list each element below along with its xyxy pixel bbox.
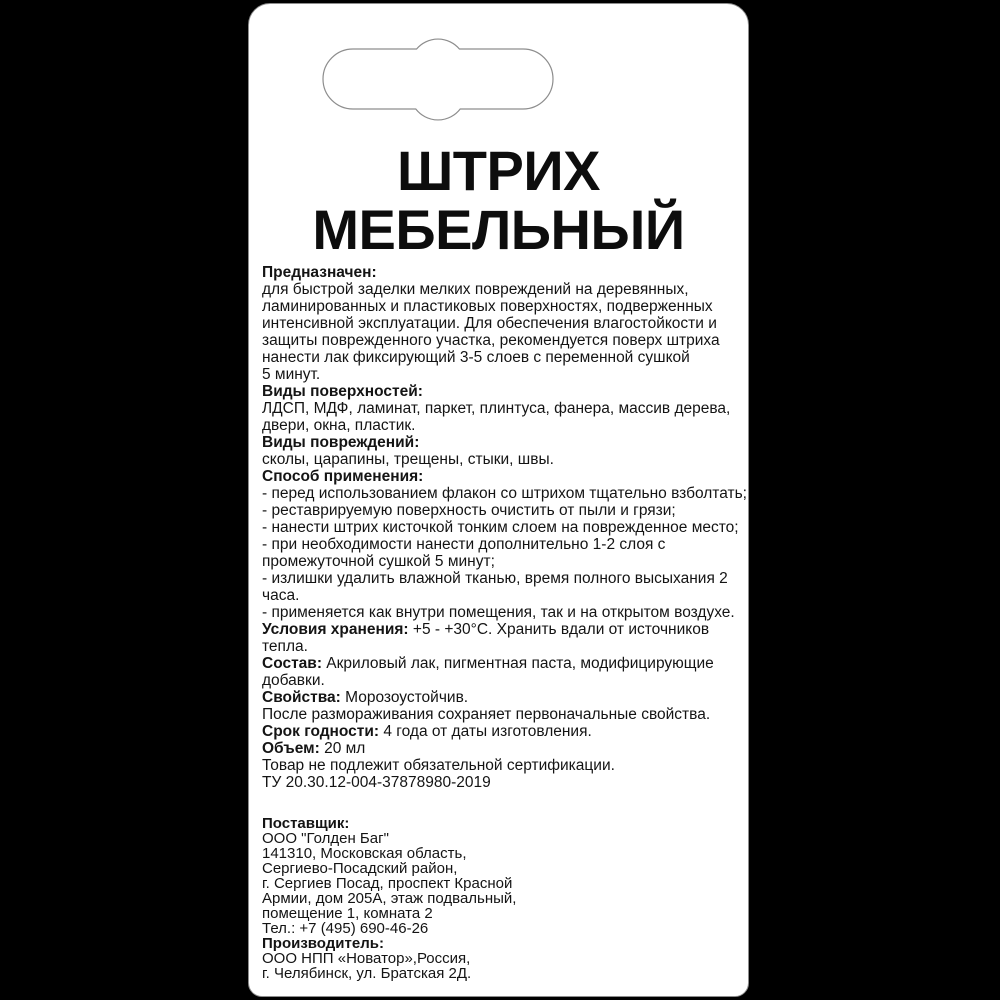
text-line: [262, 315, 744, 332]
line-text: ЛДСП, МДФ, ламинат, паркет, плинтуса, фанера, массив дерева,: [262, 400, 731, 417]
text-line: [262, 816, 744, 831]
text-line: [262, 264, 744, 281]
text-line: [262, 891, 744, 906]
text-line: [262, 906, 744, 921]
bold-label: Виды поверхностей:: [262, 383, 423, 400]
line-text: защиты поврежденного участка, рекомендуется поверх штриха: [262, 332, 720, 349]
product-title-line1: ШТРИХ: [397, 139, 600, 202]
line-text: После размораживания сохраняет первоначальные свойства.: [262, 706, 711, 723]
text-line: [262, 434, 744, 451]
line-text: г. Сергиев Посад, проспект Красной: [262, 875, 513, 892]
line-text: ТУ 20.30.12-004-37878980-2019: [262, 774, 491, 791]
text-line: [262, 536, 744, 553]
bold-label: Предназначен:: [262, 264, 377, 281]
text-line: [262, 400, 744, 417]
text-line: [262, 689, 744, 706]
line-text: - нанести штрих кисточкой тонким слоем на поврежденное место;: [262, 519, 739, 536]
label-card: [248, 3, 749, 997]
line-text: интенсивной эксплуатации. Для обеспечения влагостойкости и: [262, 315, 717, 332]
supplier-manufacturer-block: [262, 816, 744, 981]
text-line: [262, 468, 744, 485]
text-line: [262, 587, 744, 604]
bold-label: Срок годности:: [262, 723, 380, 740]
line-text: Армии, дом 205А, этаж подвальный,: [262, 890, 517, 907]
text-line: [262, 383, 744, 400]
line-text: добавки.: [262, 672, 325, 689]
description-text-block: [262, 264, 747, 791]
text-line: [262, 570, 744, 587]
bold-label: Состав:: [262, 655, 322, 672]
line-text: нанести лак фиксирующий 3-5 слоев с переменной сушкой: [262, 349, 690, 366]
line-text: сколы, царапины, трещены, стыки, швы.: [262, 451, 554, 468]
line-text: часа.: [262, 587, 300, 604]
text-line: [262, 774, 744, 791]
line-text: тепла.: [262, 638, 308, 655]
bold-label: Виды повреждений:: [262, 434, 420, 451]
bold-label: Поставщик:: [262, 815, 350, 832]
line-text: промежуточной сушкой 5 минут;: [262, 553, 495, 570]
line-text: 4 года от даты изготовления.: [379, 723, 592, 740]
text-line: [262, 281, 744, 298]
line-text: ламинированных и пластиковых поверхностях, подверженных: [262, 298, 713, 315]
text-line: [262, 298, 744, 315]
line-text: Морозоустойчив.: [340, 689, 469, 706]
text-line: [262, 502, 744, 519]
line-text: 20 мл: [319, 740, 366, 757]
line-text: - реставрируемую поверхность очистить от пыли и грязи;: [262, 502, 676, 519]
product-title: [249, 141, 748, 259]
line-text: Товар не подлежит обязательной сертификации.: [262, 757, 615, 774]
text-line: [262, 876, 744, 891]
text-line: [262, 672, 744, 689]
text-line: [262, 740, 744, 757]
text-line: [262, 966, 744, 981]
line-text: Сергиево-Посадский район,: [262, 860, 458, 877]
bold-label: Способ применения:: [262, 468, 424, 485]
bold-label: Условия хранения:: [262, 621, 409, 638]
line-text: - перед использованием флакон со штрихом тщательно взболтать;: [262, 485, 747, 502]
text-line: [262, 655, 744, 672]
text-line: [262, 706, 744, 723]
text-line: [262, 451, 744, 468]
euro-slot-hang-hole-icon: [249, 4, 749, 144]
line-text: для быстрой заделки мелких повреждений на деревянных,: [262, 281, 689, 298]
text-line: [262, 757, 744, 774]
text-line: [262, 951, 744, 966]
line-text: ООО "Голден Баг": [262, 830, 389, 847]
line-text: ООО НПП «Новатор»,Россия,: [262, 950, 471, 967]
text-line: [262, 349, 744, 366]
text-line: [262, 621, 744, 638]
bold-label: Свойства:: [262, 689, 341, 706]
text-line: [262, 366, 744, 383]
text-line: [262, 831, 744, 846]
text-line: [262, 485, 747, 502]
text-line: [262, 846, 744, 861]
text-line: [262, 332, 744, 349]
bold-label: Объем:: [262, 740, 320, 757]
line-text: Тел.: +7 (495) 690-46-26: [262, 920, 429, 937]
line-text: помещение 1, комната 2: [262, 905, 433, 922]
text-line: [262, 638, 744, 655]
line-text: Акриловый лак, пигментная паста, модифицирующие: [321, 655, 714, 672]
text-line: [262, 921, 744, 936]
line-text: +5 - +30°C. Хранить вдали от источников: [408, 621, 710, 638]
text-line: [262, 861, 744, 876]
line-text: 5 минут.: [262, 366, 321, 383]
text-line: [262, 604, 744, 621]
line-text: - излишки удалить влажной тканью, время полного высыхания 2: [262, 570, 728, 587]
text-line: [262, 936, 744, 951]
bold-label: Производитель:: [262, 935, 384, 952]
text-line: [262, 417, 744, 434]
line-text: 141310, Московская область,: [262, 845, 467, 862]
product-title-line2: МЕБЕЛЬНЫЙ: [312, 198, 685, 261]
line-text: - применяется как внутри помещения, так и на открытом воздухе.: [262, 604, 735, 621]
text-line: [262, 723, 744, 740]
text-line: [262, 553, 744, 570]
line-text: двери, окна, пластик.: [262, 417, 416, 434]
text-line: [262, 519, 744, 536]
line-text: г. Челябинск, ул. Братская 2Д.: [262, 965, 472, 982]
line-text: - при необходимости нанести дополнительно 1-2 слоя с: [262, 536, 666, 553]
